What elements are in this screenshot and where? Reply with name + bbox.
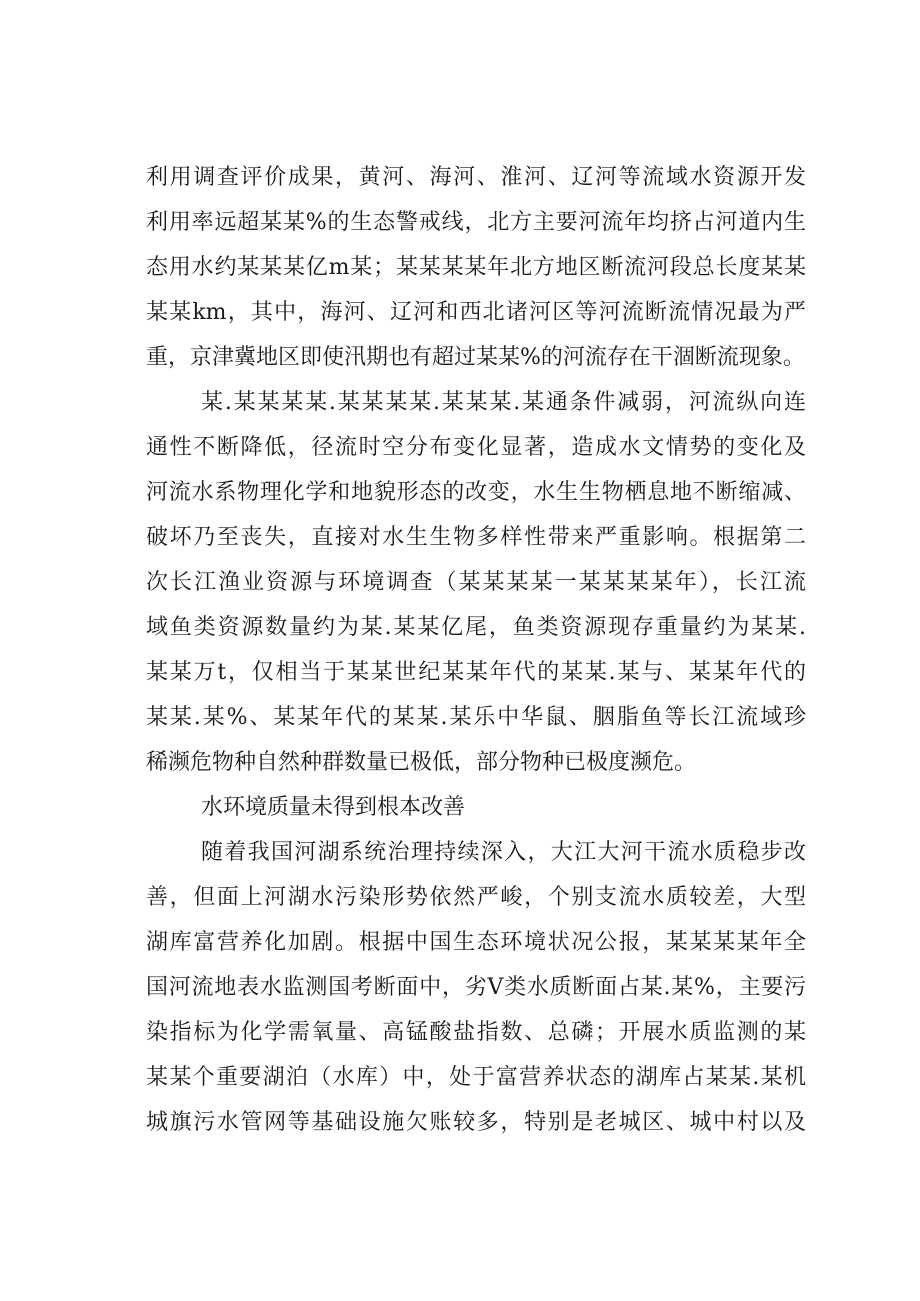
- text-line: 域鱼类资源数量约为某.某某亿尾，鱼类资源现存重量约为某某.: [146, 615, 806, 640]
- text-line: 次长江渔业资源与环境调查（某某某某一某某某某年），长江流: [146, 570, 806, 595]
- text-line: 某某个重要湖泊（水库）中，处于富营养状态的湖库占某某.某机: [146, 1065, 806, 1090]
- text-line: 染指标为化学需氧量、高锰酸盐指数、总磷；开展水质监测的某: [146, 1020, 806, 1045]
- text-line: 重，京津冀地区即使汛期也有超过某某%的河流存在干涸断流现象。: [146, 345, 805, 370]
- text-line: 随着我国河湖系统治理持续深入，大江大河干流水质稳步改: [201, 840, 806, 865]
- text-line: 某某.某%、某某年代的某某.某乐中华鼠、胭脂鱼等长江流域珍: [146, 705, 806, 730]
- section-heading: 水环境质量未得到根本改善: [201, 795, 466, 820]
- text-line: 态用水约某某某亿m某；某某某某年北方地区断流河段总长度某某: [146, 255, 806, 280]
- body-text: [146, 155, 806, 1145]
- text-line: 稀濒危物种自然种群数量已极低，部分物种已极度濒危。: [146, 750, 697, 775]
- text-line: 国河流地表水监测国考断面中，劣V类水质断面占某.某%，主要污: [146, 975, 806, 1000]
- text-line: 通性不断降低，径流时空分布变化显著，造成水文情势的变化及: [146, 435, 806, 460]
- text-line: 某某km，其中，海河、辽河和西北诸河区等河流断流情况最为严: [146, 300, 806, 325]
- text-line: 破坏乃至丧失，直接对水生生物多样性带来严重影响。根据第二: [146, 525, 806, 550]
- text-line: 城旗污水管网等基础设施欠账较多，特别是老城区、城中村以及: [146, 1110, 806, 1135]
- text-line: 湖库富营养化加剧。根据中国生态环境状况公报，某某某某年全: [146, 930, 806, 955]
- text-line: 某.某某某某.某某某某.某某某.某通条件减弱，河流纵向连: [201, 390, 806, 415]
- text-line: 某某万t，仅相当于某某世纪某某年代的某某.某与、某某年代的: [146, 660, 806, 685]
- text-line: 善，但面上河湖水污染形势依然严峻，个别支流水质较差，大型: [146, 885, 806, 910]
- text-line: 利用调查评价成果，黄河、海河、淮河、辽河等流域水资源开发: [146, 165, 806, 190]
- text-line: 利用率远超某某%的生态警戒线，北方主要河流年均挤占河道内生: [146, 210, 806, 235]
- text-line: 河流水系物理化学和地貌形态的改变，水生生物栖息地不断缩减、: [146, 480, 806, 505]
